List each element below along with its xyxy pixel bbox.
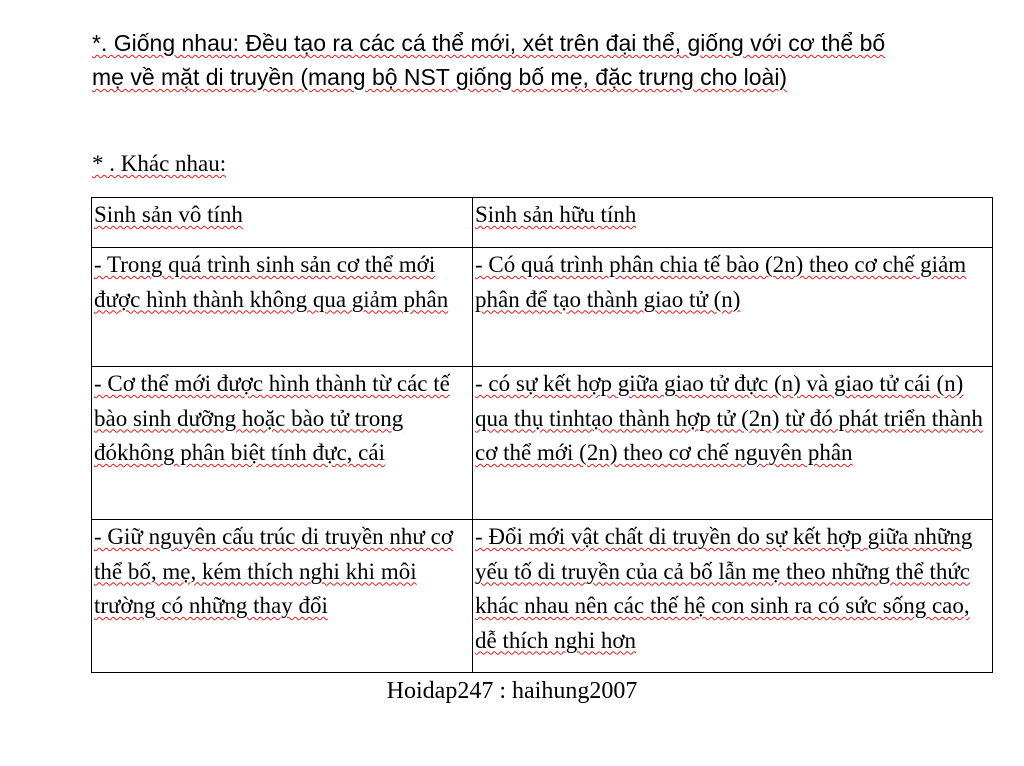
table-row	[92, 520, 993, 673]
table-cell-asexual: - Trong quá trình sinh sản cơ thể mới được hình thành không qua giảm phân	[92, 248, 473, 367]
table-cell-sexual: - Có quá trình phân chia tế bào (2n) theo cơ chế giảm phân để tạo thành giao tử (n)	[473, 248, 993, 367]
table-cell-sexual: - có sự kết hợp giữa giao tử đực (n) và giao tử cái (n) qua thụ tinhtạo thành hợp tử (2n) từ đó phát triển thành cơ thể mới (2n) theo cơ chế nguyên phân	[473, 367, 993, 520]
table-row	[92, 248, 993, 367]
table-cell-asexual: - Cơ thể mới được hình thành từ các tế bào sinh dưỡng hoặc bào tử trong đókhông phân biệt tính đực, cái	[92, 367, 473, 520]
header-asexual-reproduction: Sinh sản vô tính	[92, 198, 473, 248]
table-header-row	[92, 198, 993, 248]
comparison-table	[91, 197, 993, 673]
differences-heading: * . Khác nhau:	[92, 151, 227, 176]
header-sexual-reproduction: Sinh sản hữu tính	[473, 198, 993, 248]
similarities-paragraph: *. Giống nhau: Đều tạo ra các cá thể mới, xét trên đại thể, giống với cơ thể bố mẹ về mặt di truyền (mang bộ NST giống bố mẹ, đặc trưng cho loài)	[92, 30, 886, 90]
table-cell-asexual: - Giữ nguyên cấu trúc di truyền như cơ thể bố, mẹ, kém thích nghi khi môi trường có những thay đổi	[92, 520, 473, 673]
author-credit: Hoidap247 : haihung2007	[386, 678, 638, 704]
table-cell-sexual: - Đổi mới vật chất di truyền do sự kết hợp giữa những yếu tố di truyền của cả bố lẫn mẹ theo những thể thức khác nhau nên các thế hệ con sinh ra có sức sống cao, dễ thích nghi hơn	[473, 520, 993, 673]
table-row	[92, 367, 993, 520]
